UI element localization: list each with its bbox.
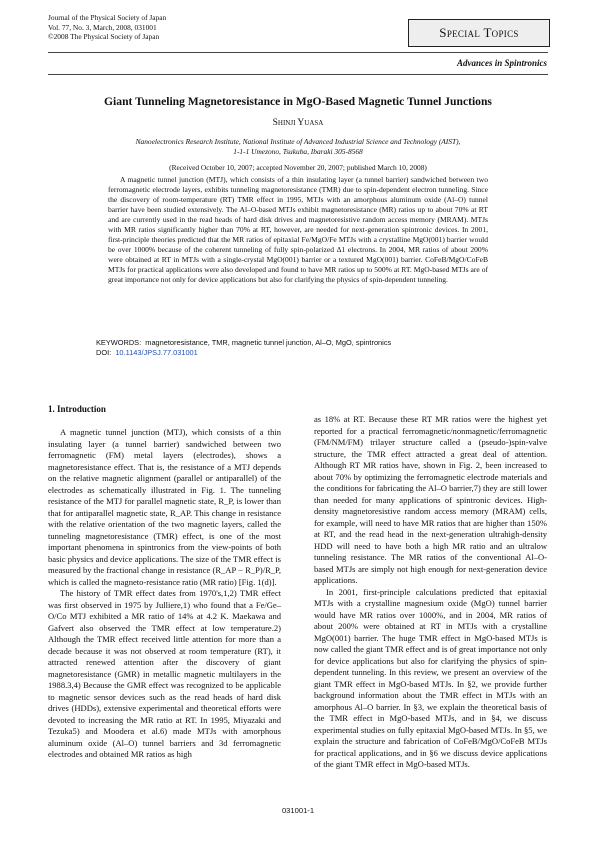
received-dates: (Received October 10, 2007; accepted November 20, 2007; published March 10, 2008): [169, 163, 427, 172]
affiliation: [90, 137, 506, 156]
paragraph: A magnetic tunnel junction (MTJ), which consists of a thin insulating layer (a tunnel barrier) sandwiched between two ferromagnetic (FM) metal layers (electrodes), shows a magnetoresistance effect. That is, the resistance of a MTJ depends on the relative magnetic alignment (parallel or antiparallel) of the electrodes as schematically illustrated in Fig. 1. The tunneling resistance of the MTJ for parallel magnetic state, R_P, is lower than that for antiparallel magnetic state, R_AP. This change in resistance with the relative orientation of the two magnetic layers, called the tunneling magnetoresistance (TMR) effect, is one of the most important phenomena in spintronics from the view-points of both basic physics and device applications. The size of the TMR effect is measured by the fractional change in resistance (R_AP − R_P)/R_P, which is called the magneto-resistance ratio (MR ratio) [Fig. 1(d)].: [48, 427, 281, 587]
journal-volume: Vol. 77, No. 3, March, 2008, 031001: [48, 22, 157, 32]
header-rule: [48, 52, 548, 53]
keywords: magnetoresistance, TMR, magnetic tunnel junction, Al–O, MgO, spintronics: [145, 338, 392, 347]
affiliation-address: 1-1-1 Umezono, Tsukuba, Ibaraki 305-8568: [233, 146, 363, 156]
journal-copyright: ©2008 The Physical Society of Japan: [48, 32, 160, 42]
page-number: 031001-1: [281, 806, 315, 815]
body-column-left: [48, 427, 281, 761]
paragraph: as 18% at RT. Because these RT MR ratios were the highest yet reported for a practical ferromagnetic/nonmagnetic/ferromagnetic (FM/NM/FM) trilayer structure called a (pseudo-)spin-valve structure, the TMR effect attracted a great deal of attention. Although RT MR ratios have, shown in Fig. 2, been increased to about 70% by optimizing the ferromagnetic electrode materials and the conditions for fabricating the Al–O barrier,7) they are still lower than needed for many applications of spintronic devices. High-density magnetoresistive random access memory (MRAM) cells, for example, will need to have MR ratios that are higher than 150% at RT, and the read head in the next-generation ultrahigh-density HDD will need to have both a high MR ratio and an ultralow tunneling resistance. The MR ratios of the conventional Al–O-based MTJs are simply not high enough for next-generation device applications.: [314, 414, 547, 585]
keywords-label: KEYWORDS:: [96, 338, 142, 347]
paragraph: The history of TMR effect dates from 1970's,1,2) TMR effect was first observed in 1975 by Julliere,1) who found that a Fe/Ge–O/Co MTJ exhibited a MR ratio of 14% at 4.2 K. Maekawa and Gafvert also observed the TMR effect at low temperature.2) Although the TMR effect received little attention for more than a decade because it was not observed at room temperature (RT), it attracted renewed attention after the discovery of giant magnetoresistance (GMR) in metallic magnetic multilayers in the 1988.3,4) Because the GMR effect was recognized to be applicable to magnetic sensor devices such as the read heads of hard disk drives (HDDs), extensive experimental and theoretical efforts were devoted to increasing the MR ratio at RT. In 1995, Miyazaki and Tezuka5) and Moodera et al.6) made MTJs with amorphous aluminum oxide (Al–O) tunnel barriers and 3d ferromagnetic electrodes and obtained MR ratios as high: [48, 588, 281, 759]
abstract: A magnetic tunnel junction (MTJ), which consists of a thin insulating layer (a tunnel barrier) sandwiched between two ferromagnetic electrode layers, exhibits tunneling magnetoresistance (TMR) due to spin-dependent electron tunneling. Since the discovery of room-temperature (RT) TMR effect in 1995, MTJs with an amorphous aluminum oxide (Al–O) tunnel barrier have been studied extensively. The Al–O-based MTJs exhibit magnetoresistance (MR) ratios up to about 70% at RT and are currently used in the read heads of hard disk drives and magnetoresistive random access memory (MRAM). MTJs with MR ratios significantly higher than 70% at RT, however, are needed for next-generation spintronic devices. In 2001, first-principle theories predicted that the MR ratios of epitaxial Fe/MgO/Fe MTJs with a crystalline MgO(001) barrier would be over 1000% because of the coherent tunneling of fully spin-polarized Δ1 electrons. In 2004, MR ratios of about 200% were obtained at RT in MTJs with a single-crystal MgO(001) barrier or a textured MgO(001) barrier. CoFeB/MgO/CoFeB MTJs for practical applications were also developed and found to have MR ratios up to 500% at RT. MgO-based MTJs are of great importance not only for device applications but also for clarifying the physics of spin-dependent tunneling.: [108, 175, 488, 284]
body-column-right: [314, 414, 547, 771]
special-topics-box: [408, 19, 550, 47]
affiliation-line: Nanoelectronics Research Institute, National Institute of Advanced Industrial Science and Technology (AIST),: [135, 137, 461, 146]
keywords-block: [96, 338, 536, 357]
header-rule-bottom: [48, 74, 548, 75]
doi-label: DOI:: [96, 347, 112, 357]
doi-link[interactable]: 10.1143/JPSJ.77.031001: [115, 347, 198, 357]
section-category: Advances in Spintronics: [456, 58, 547, 68]
article-title: Giant Tunneling Magnetoresistance in MgO-Based Magnetic Tunnel Junctions: [104, 95, 492, 108]
journal-name: Journal of the Physical Society of Japan: [48, 13, 167, 22]
section-heading: 1. Introduction: [48, 404, 106, 414]
special-topics-label: Special Topics: [439, 25, 519, 40]
author-name: Shinji Yuasa: [272, 118, 324, 128]
paragraph: In 2001, first-principle calculations predicted that epitaxial MTJs with a crystalline magnesium oxide (MgO) tunnel barrier would have MR ratios over 1000%, and in 2004, MR ratios of about 200% were obtained at RT in MTJs with a crystalline MgO(001) barrier. The huge TMR effect in MgO-based MTJs is now called the giant TMR effect and is of great importance not only for device applications but also for clarifying the physics of spin-dependent tunneling. In this review, we present an overview of the giant TMR effect in MgO-based MTJs. In §2, we provide further background information about the TMR effect in MTJs with an amorphous Al–O barrier. In §3, we explain the theoretical basis of the TMR effect in MgO-based MTJs, and in §4, we discuss experimental studies on fully epitaxial MgO-based MTJs. In §5, we explain the structure and fabrication of CoFeB/MgO/CoFeB MTJs for practical applications, and in §6 we discuss device applications of the giant TMR effect in MgO-based MTJs.: [314, 586, 547, 769]
journal-info: [48, 13, 166, 42]
